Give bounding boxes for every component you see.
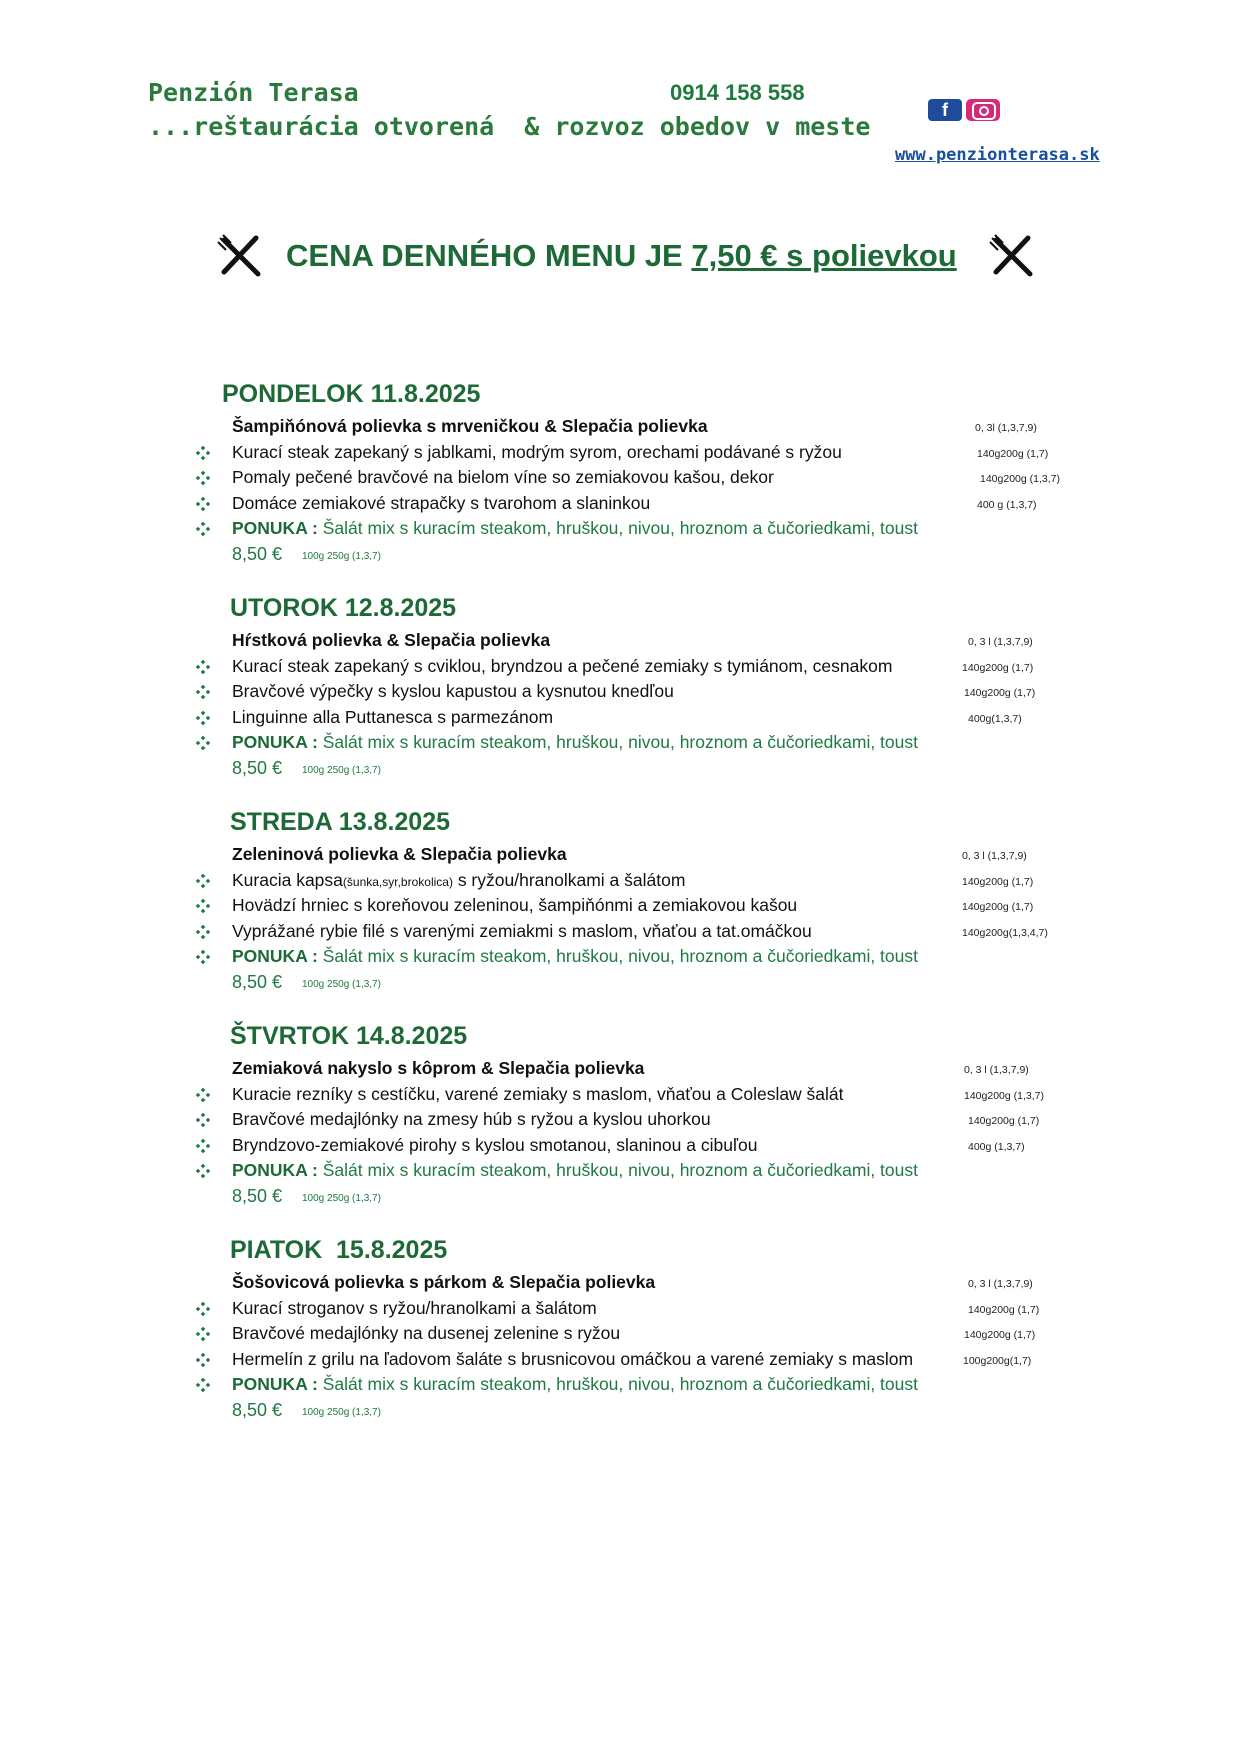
offer-row (0, 518, 1240, 543)
menu-item (0, 870, 1240, 895)
soup-row (0, 1272, 1240, 1297)
diamond-bullet-icon (196, 736, 210, 750)
diamond-bullet-icon (196, 1302, 210, 1316)
menu-item-text: Kuracie rezníky s cestíčku, varené zemiaky s maslom, vňaťou a Coleslaw šalát (232, 1083, 844, 1104)
offer-price: 8,50 € (232, 543, 283, 564)
offer-price: 8,50 € (232, 757, 283, 778)
offer-label: PONUKA : (232, 946, 318, 966)
menu-item-allergens: 100g200g(1,7) (963, 1354, 1032, 1367)
menu-item (0, 467, 1240, 492)
diamond-bullet-icon (196, 899, 210, 913)
menu-item (0, 1323, 1240, 1348)
menu-item-text: Domáce zemiakové strapačky s tvarohom a slaninkou (232, 492, 651, 513)
phone-number[interactable]: 0914 158 558 (670, 80, 805, 105)
soup-allergens: 0, 3l (1,3,7,9) (975, 422, 1037, 434)
day-title: ŠTVRTOK 14.8.2025 (230, 1022, 468, 1050)
menu-item-text: Hovädzí hrniec s koreňovou zeleninou, šampiňónmi a zemiakovou kašou (232, 895, 798, 915)
diamond-bullet-icon (196, 660, 210, 674)
tagline: ...reštaurácia otvorená & rozvoz obedov v meste (148, 112, 871, 141)
offer-price: 8,50 € (232, 971, 283, 992)
menu-item (0, 1135, 1240, 1160)
menu-item-text (232, 870, 685, 891)
diamond-bullet-icon (196, 1088, 210, 1102)
menu-item-allergens: 140g200g (1,7) (968, 1303, 1040, 1316)
menu-item-text: Pomaly pečené bravčové na bielom víne so zemiakovou kašou, dekor (232, 467, 774, 487)
menu-item-allergens: 140g200g (1,7) (962, 875, 1034, 888)
soup-row (0, 416, 1240, 441)
soup-text: Zemiaková nakyslo s kôprom & Slepačia polievka (232, 1058, 645, 1078)
menu-item-allergens: 400g (1,3,7) (968, 1140, 1025, 1153)
menu-item (0, 1298, 1240, 1323)
menu-item-allergens: 140g200g(1,3,4,7) (962, 926, 1048, 939)
menu-item-text: Bryndzovo-zemiakové pirohy s kyslou smotanou, slaninou a cibuľou (232, 1134, 758, 1155)
soup-text: Šampiňónová polievka s mrveničkou & Slepačia polievka (232, 416, 708, 436)
menu-item-text: Hermelín z grilu na ľadovom šaláte s brusnicovou omáčkou a varené zemiaky s maslom (232, 1348, 914, 1369)
diamond-bullet-icon (196, 925, 210, 939)
menu-item (0, 1349, 1240, 1374)
offer-text (232, 1374, 918, 1395)
menu-item (0, 656, 1240, 681)
offer-allergens: 100g 250g (1,3,7) (302, 550, 381, 562)
title-text (286, 238, 957, 274)
day-title: PONDELOK 11.8.2025 (222, 380, 481, 408)
diamond-bullet-icon (196, 685, 210, 699)
menu-item-text: Kurací steak zapekaný s jablkami, modrým syrom, orechami podávané s ryžou (232, 441, 842, 462)
diamond-bullet-icon (196, 1113, 210, 1127)
menu-item-allergens: 140g200g (1,3,7) (964, 1089, 1044, 1102)
soup-allergens: 0, 3 l (1,3,7,9) (964, 1064, 1029, 1076)
website-link[interactable]: www.penzionterasa.sk (895, 145, 1100, 165)
offer-description: Šalát mix s kuracím steakom, hruškou, nivou, hroznom a čučoriedkami, toust (317, 732, 918, 752)
diamond-bullet-icon (196, 1353, 210, 1367)
soup-row (0, 630, 1240, 655)
offer-label: PONUKA : (232, 732, 318, 752)
day-title: UTOROK 12.8.2025 (230, 594, 457, 622)
offer-text (232, 1160, 918, 1181)
menu-item-allergens: 140g200g (1,7) (968, 1115, 1040, 1127)
offer-label: PONUKA : (232, 518, 318, 538)
soup-text: Hŕstková polievka & Slepačia polievka (232, 630, 551, 650)
diamond-bullet-icon (196, 950, 210, 964)
offer-row (0, 1160, 1240, 1185)
offer-allergens: 100g 250g (1,3,7) (302, 1192, 381, 1204)
menu-item-text: Linguinne alla Puttanesca s parmezánom (232, 706, 554, 727)
menu-item-text: Vyprážané rybie filé s varenými zemiakmi s maslom, vňaťou a tat.omáčkou (232, 920, 812, 941)
soup-allergens: 0, 3 l (1,3,7,9) (962, 850, 1027, 862)
day-title: PIATOK 15.8.2025 (230, 1236, 448, 1264)
menu-price-title (216, 232, 1036, 282)
cutlery-icon (216, 232, 264, 280)
soup-text: Zeleninová polievka & Slepačia polievka (232, 844, 567, 864)
menu-item (0, 895, 1240, 920)
social-links (928, 99, 1000, 121)
facebook-icon[interactable]: f (928, 99, 962, 121)
title-prefix: CENA DENNÉHO MENU JE (286, 238, 692, 273)
diamond-bullet-icon (196, 471, 210, 485)
offer-text (232, 732, 918, 753)
offer-price: 8,50 € (232, 1185, 283, 1206)
menu-item (0, 921, 1240, 946)
menu-item-allergens: 140g200g (1,7) (964, 1329, 1036, 1341)
soup-row (0, 844, 1240, 869)
offer-allergens: 100g 250g (1,3,7) (302, 1406, 381, 1418)
menu-item-allergens: 400 g (1,3,7) (977, 498, 1037, 511)
day-title: STREDA 13.8.2025 (230, 808, 451, 836)
offer-label: PONUKA : (232, 1160, 318, 1180)
instagram-icon[interactable] (966, 99, 1000, 121)
diamond-bullet-icon (196, 1164, 210, 1178)
diamond-bullet-icon (196, 1327, 210, 1341)
menu-item-text: Bravčové medajlónky na dusenej zelenine s ryžou (232, 1323, 621, 1343)
offer-row (0, 1374, 1240, 1399)
menu-item (0, 1084, 1240, 1109)
diamond-bullet-icon (196, 1378, 210, 1392)
offer-allergens: 100g 250g (1,3,7) (302, 978, 381, 990)
offer-text (232, 946, 918, 967)
soup-allergens: 0, 3 l (1,3,7,9) (968, 636, 1033, 648)
offer-row (0, 732, 1240, 757)
menu-item-allergens: 140g200g (1,7) (977, 447, 1049, 460)
menu-item-allergens: 140g200g (1,7) (964, 687, 1036, 699)
offer-text (232, 518, 918, 539)
offer-description: Šalát mix s kuracím steakom, hruškou, nivou, hroznom a čučoriedkami, toust (317, 518, 918, 538)
menu-item-text-rest: s ryžou/hranolkami a šalátom (452, 869, 686, 890)
menu-item (0, 1109, 1240, 1134)
offer-allergens: 100g 250g (1,3,7) (302, 764, 381, 776)
menu-item-text: Bravčové výpečky s kyslou kapustou a kysnutou knedľou (232, 681, 674, 701)
cutlery-icon (988, 232, 1036, 280)
menu-item-allergens: 140g200g (1,7) (962, 661, 1034, 674)
offer-row (0, 946, 1240, 971)
diamond-bullet-icon (196, 711, 210, 725)
offer-label: PONUKA : (232, 1374, 318, 1394)
offer-price: 8,50 € (232, 1399, 283, 1420)
menu-item (0, 442, 1240, 467)
offer-description: Šalát mix s kuracím steakom, hruškou, nivou, hroznom a čučoriedkami, toust (317, 946, 918, 966)
menu-item-allergens: 400g(1,3,7) (968, 712, 1022, 725)
menu-item-text: Bravčové medajlónky na zmesy húb s ryžou a kyslou uhorkou (232, 1109, 711, 1129)
offer-description: Šalát mix s kuracím steakom, hruškou, nivou, hroznom a čučoriedkami, toust (317, 1374, 918, 1394)
soup-text: Šošovicová polievka s párkom & Slepačia polievka (232, 1272, 656, 1292)
soup-allergens: 0, 3 l (1,3,7,9) (968, 1278, 1033, 1290)
menu-item (0, 493, 1240, 518)
menu-item (0, 707, 1240, 732)
diamond-bullet-icon (196, 1139, 210, 1153)
menu-item-ingredients: (šunka,syr,brokolica) (342, 874, 453, 889)
title-price: 7,50 € s polievkou (691, 238, 957, 273)
menu-item (0, 681, 1240, 706)
menu-item-allergens: 140g200g (1,7) (962, 901, 1034, 913)
menu-item-text: Kurací stroganov s ryžou/hranolkami a šalátom (232, 1297, 597, 1318)
menu-item-text: Kurací steak zapekaný s cviklou, bryndzou a pečené zemiaky s tymiánom, cesnakom (232, 655, 893, 676)
diamond-bullet-icon (196, 522, 210, 536)
diamond-bullet-icon (196, 874, 210, 888)
menu-item-allergens: 140g200g (1,3,7) (980, 473, 1060, 485)
menu-item-text-main: Kuracia kapsa (232, 869, 343, 890)
restaurant-name: Penzión Terasa (148, 78, 359, 107)
soup-row (0, 1058, 1240, 1083)
diamond-bullet-icon (196, 446, 210, 460)
diamond-bullet-icon (196, 497, 210, 511)
offer-description: Šalát mix s kuracím steakom, hruškou, nivou, hroznom a čučoriedkami, toust (317, 1160, 918, 1180)
